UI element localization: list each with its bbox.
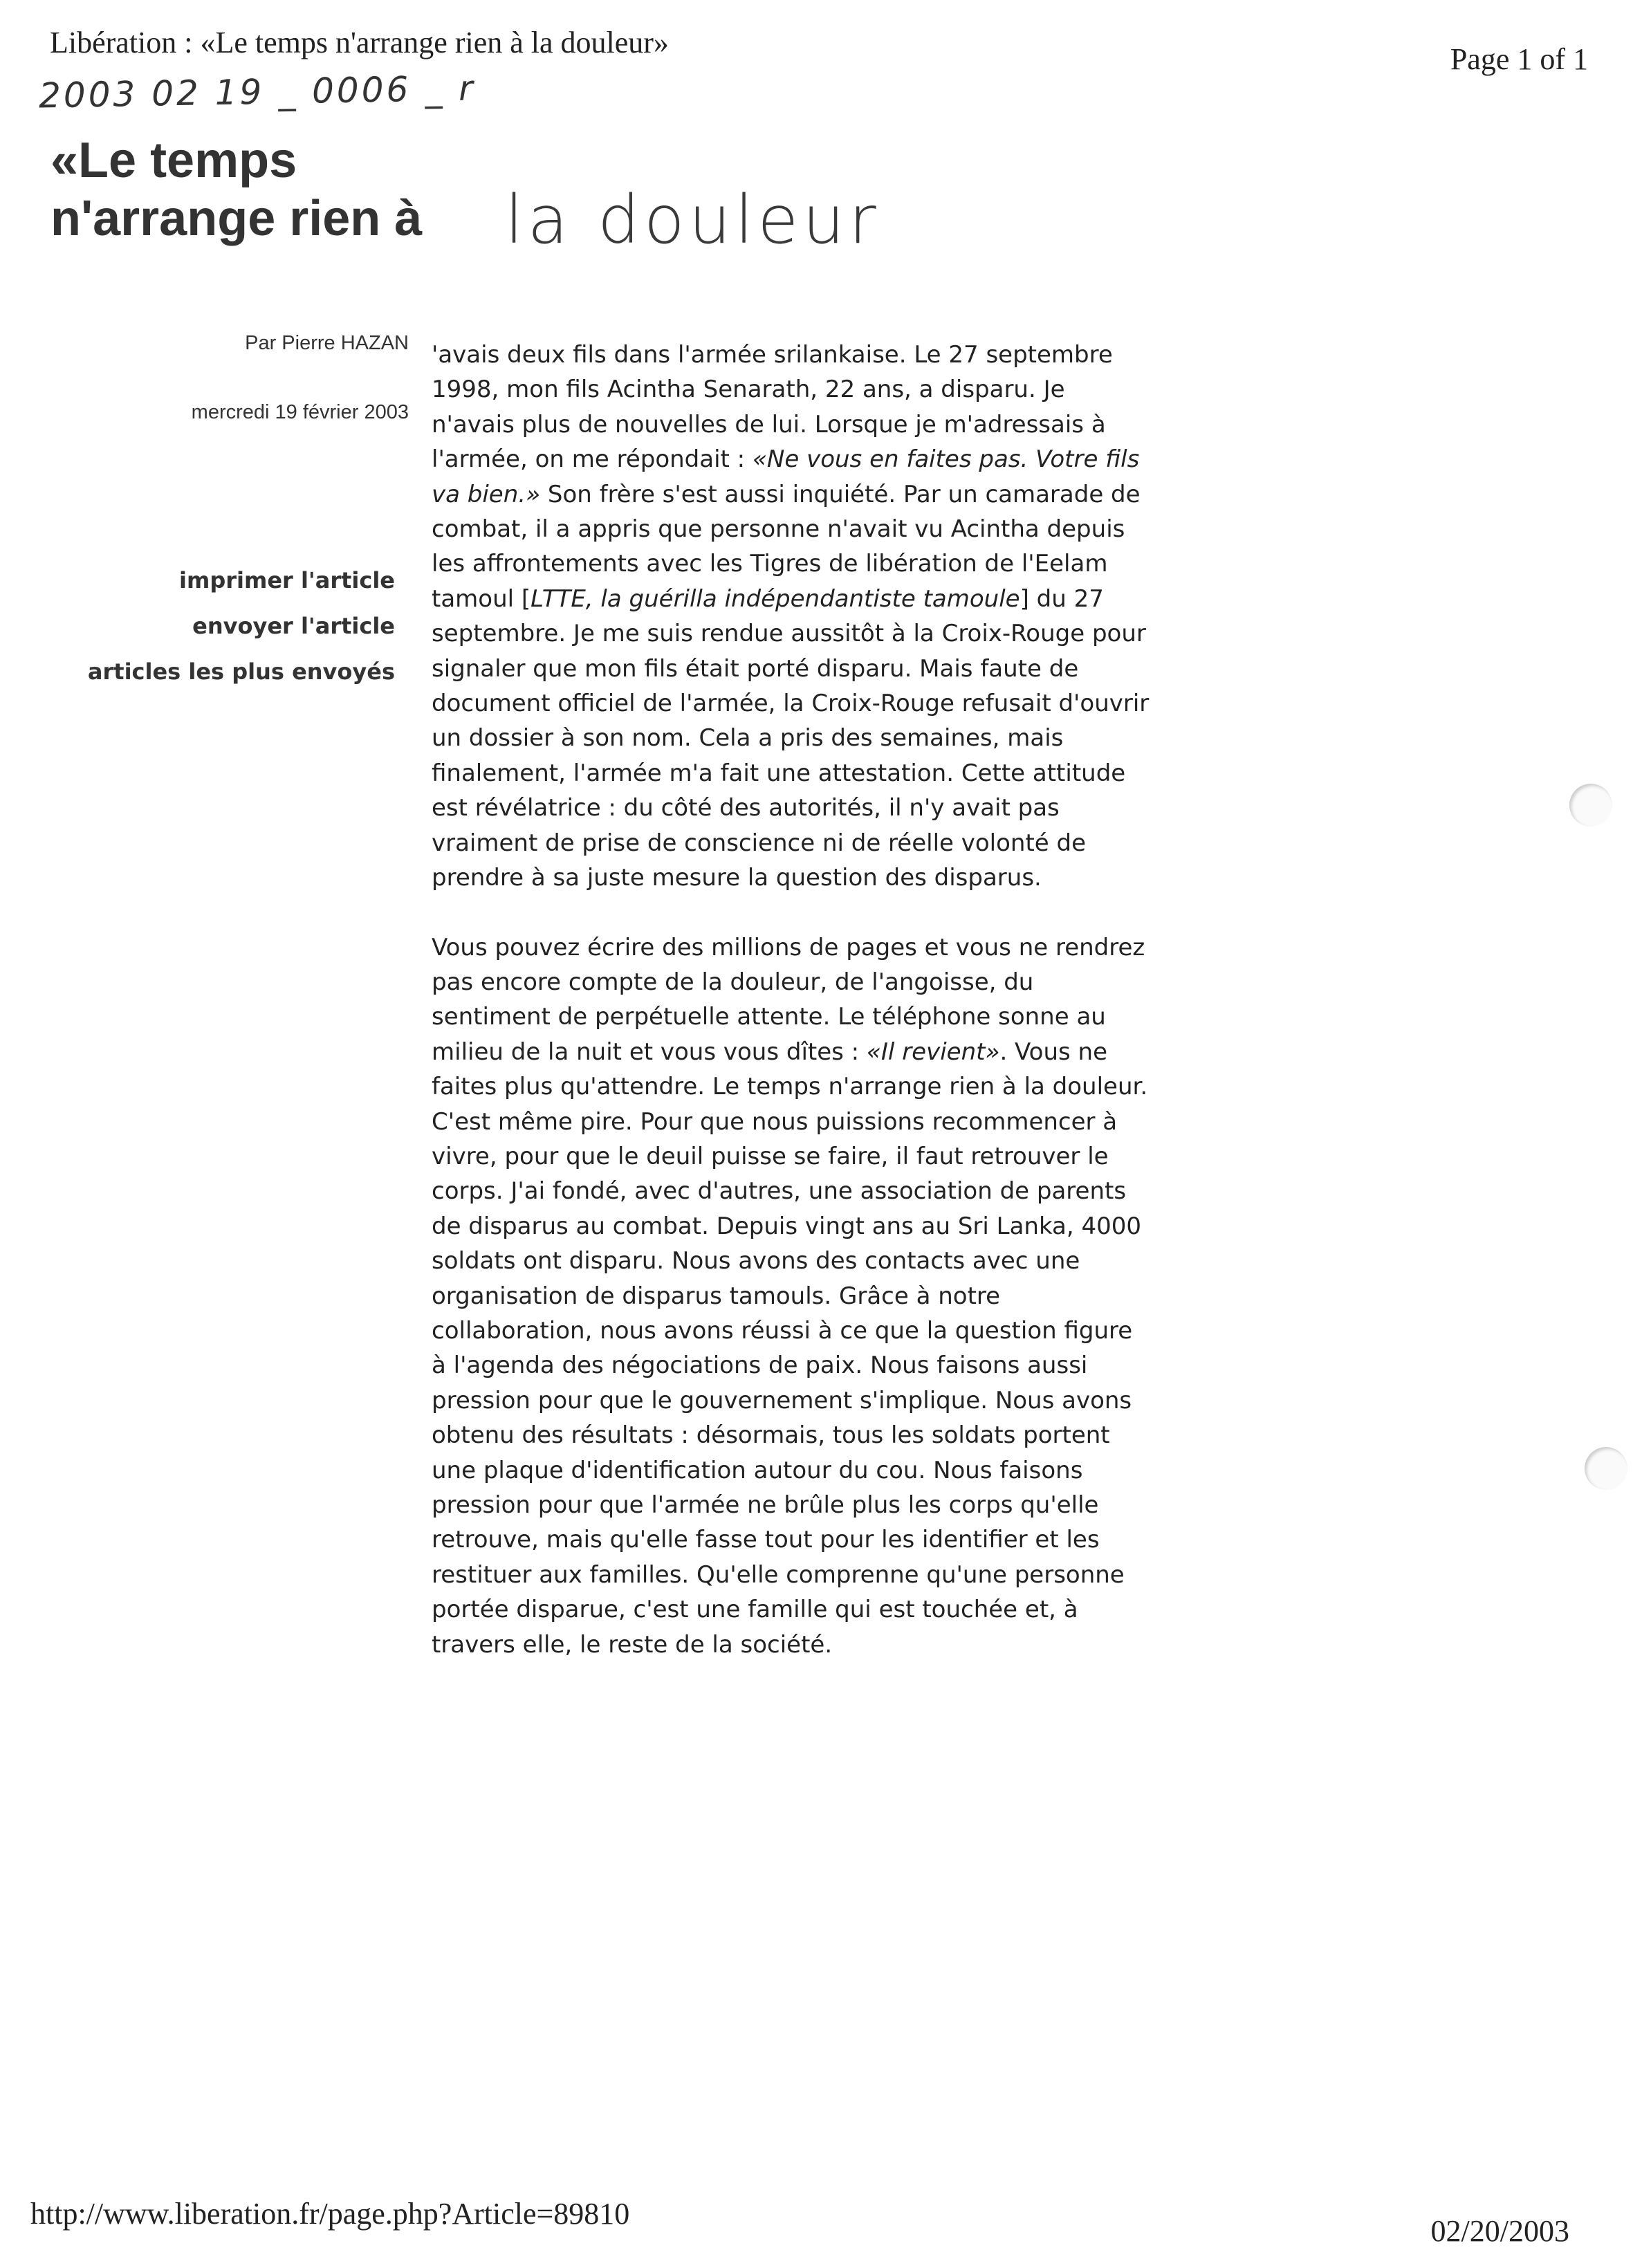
punch-hole-bottom — [1585, 1447, 1627, 1490]
print-footer-url: http://www.liberation.fr/page.php?Article=89810 — [30, 2197, 630, 2231]
article-headline — [50, 131, 422, 248]
punch-hole-top — [1569, 784, 1612, 827]
article-actions — [88, 557, 395, 694]
headline-line-1: «Le temps — [50, 133, 297, 188]
handwritten-headline-end: la douleur — [505, 181, 880, 259]
print-header-title: Libération : «Le temps n'arrange rien à la douleur» — [50, 26, 669, 59]
handwritten-reference-number: 2003 02 19 _ 0006 _ r — [38, 68, 477, 116]
headline-line-2: n'arrange rien à — [50, 191, 423, 246]
print-footer-date: 02/20/2003 — [1430, 2214, 1569, 2248]
print-article-link[interactable]: imprimer l'article — [179, 567, 395, 593]
email-article-link[interactable]: envoyer l'article — [192, 613, 395, 639]
paragraph-1-text-a: 'avais deux fils dans l'armée srilankaise. Le 27 septembre 1998, mon fils Acintha Senarath, 22 ans, a disparu. Je n'avais plus de nouvelles de lui. Lorsque je m'adressais à l'armée, on me répondait : — [432, 341, 1113, 474]
paragraph-1-editor-note: LTTE, la guérilla indépendantiste tamoule — [531, 584, 1020, 613]
article-paragraph-2 — [432, 930, 1151, 1663]
paragraph-1-text-e: ] du 27 septembre. Je me suis rendue aussitôt à la Croix-Rouge pour signaler que mon fils était porté disparu. Mais faute de document officiel de l'armée, la Croix-Rouge refusait d'ouvrir un dossier à son nom. Cela a pris des semaines, mais finalement, l'armée m'a fait une attestation. Cette attitude est révélatrice : du côté des autorités, il n'y avait pas vraiment de prise de conscience ni de réelle volonté de prendre à sa juste mesure la question des disparus. — [432, 584, 1150, 892]
paragraph-1-quote: «Ne vous en faites pas. Votre fils va bien.» — [432, 445, 1140, 508]
paragraph-2-text-a: Vous pouvez écrire des millions de pages et vous ne rendrez pas encore compte de la douleur, de l'angoisse, du sentiment de perpétuelle attente. Le téléphone sonne au milieu de la nuit et vous vous dîtes : — [432, 933, 1145, 1066]
publication-date: mercredi 19 février 2003 — [191, 401, 409, 423]
paragraph-1-text-c: Son frère s'est aussi inquiété. Par un camarade de combat, il a appris que personne n'avait vu Acintha depuis les affrontements avec les Tigres de libération de l'Eelam tamoul [ — [432, 480, 1141, 613]
page-number: Page 1 of 1 — [1450, 42, 1588, 76]
most-sent-articles-link[interactable]: articles les plus envoyés — [87, 658, 395, 685]
article-paragraph-1 — [432, 338, 1151, 896]
article-body — [432, 338, 1151, 1697]
paragraph-2-text-c: . Vous ne faites plus qu'attendre. Le temps n'arrange rien à la douleur. C'est même pire. Pour que nous puissions recommencer à vivre, pour que le deuil puisse se faire, il faut retrouver le corps. J'ai fondé, avec d'autres, une association de parents de disparus au combat. Depuis vingt ans au Sri Lanka, 4000 soldats ont disparu. Nous avons des contacts avec une organisation de disparus tamouls. Grâce à notre collaboration, nous avons réussi à ce que la question figure à l'agenda des négociations de paix. Nous faisons aussi pression pour que le gouvernement s'implique. Nous avons obtenu des résultats : désormais, tous les soldats portent une plaque d'identification autour du cou. Nous faisons pression pour que l'armée ne brûle plus les corps qu'elle retrouve, mais qu'elle fasse tout pour les identifier et les restituer aux familles. Qu'elle comprenne qu'une personne portée disparue, c'est une famille qui est touchée et, à travers elle, le reste de la société. — [432, 1038, 1148, 1659]
author-byline: Par Pierre HAZAN — [245, 332, 409, 354]
paragraph-2-quote: «Il revient» — [866, 1038, 1000, 1066]
